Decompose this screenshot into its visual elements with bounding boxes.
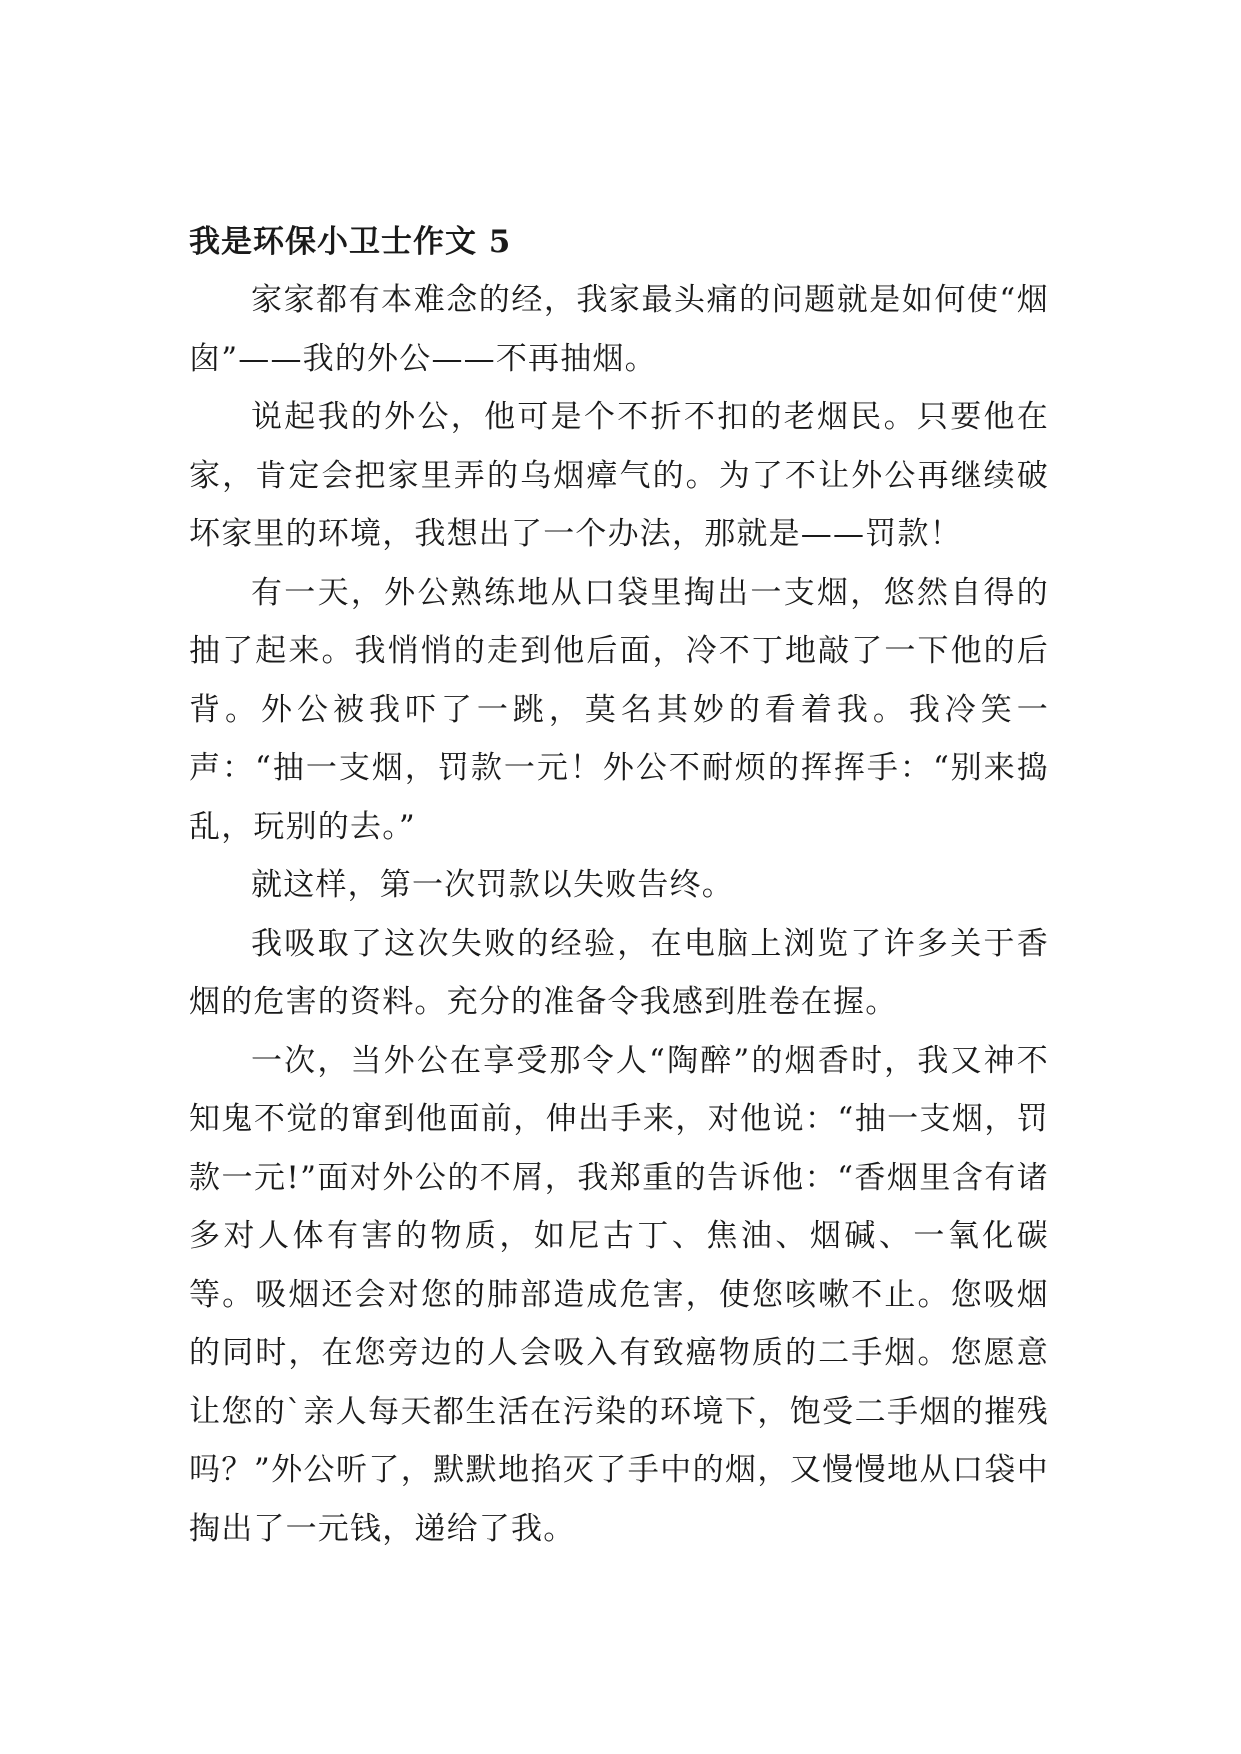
paragraph-5: 我吸取了这次失败的经验，在电脑上浏览了许多关于香烟的危害的资料。充分的准备令我感到胜卷在握。 xyxy=(189,925,1049,1020)
paragraph-6: 一次，当外公在享受那令人“陶醉”的烟香时，我又神不知鬼不觉的窜到他面前，伸出手来，对他说：“抽一支烟，罚款一元!”面对外公的不屑，我郑重的告诉他：“香烟里含有诸多对人体有害的物质，如尼古丁、焦油、烟碱、一氧化碳等。吸烟还会对您的肺部造成危害，使您咳嗽不止。您吸烟的同时，在您旁边的人会吸入有致癌物质的二手烟。您愿意让您的`亲人每天都生活在污染的环境下，饱受二手烟的摧残吗？”外公听了，默默地掐灭了手中的烟，又慢慢地从口袋中掏出了一元钱，递给了我。 xyxy=(189,1042,1049,1547)
document-title: 我是环保小卫士作文 5 xyxy=(189,224,512,260)
paragraph-1: 家家都有本难念的经，我家最头痛的问题就是如何使“烟囱”——我的外公——不再抽烟。 xyxy=(189,282,1049,377)
document-body xyxy=(189,213,1049,1558)
paragraph-4: 就这样，第一次罚款以失败告终。 xyxy=(251,867,734,903)
paragraph-2: 说起我的外公，他可是个不折不扣的老烟民。只要他在家，肯定会把家里弄的乌烟瘴气的。为了不让外公再继续破坏家里的环境，我想出了一个办法，那就是——罚款！ xyxy=(189,399,1049,552)
paragraph-3: 有一天，外公熟练地从口袋里掏出一支烟，悠然自得的抽了起来。我悄悄的走到他后面，冷不丁地敲了一下他的后背。外公被我吓了一跳，莫名其妙的看着我。我冷笑一声：“抽一支烟，罚款一元！外公不耐烦的挥挥手：“别来捣乱，玩别的去。” xyxy=(189,574,1049,845)
